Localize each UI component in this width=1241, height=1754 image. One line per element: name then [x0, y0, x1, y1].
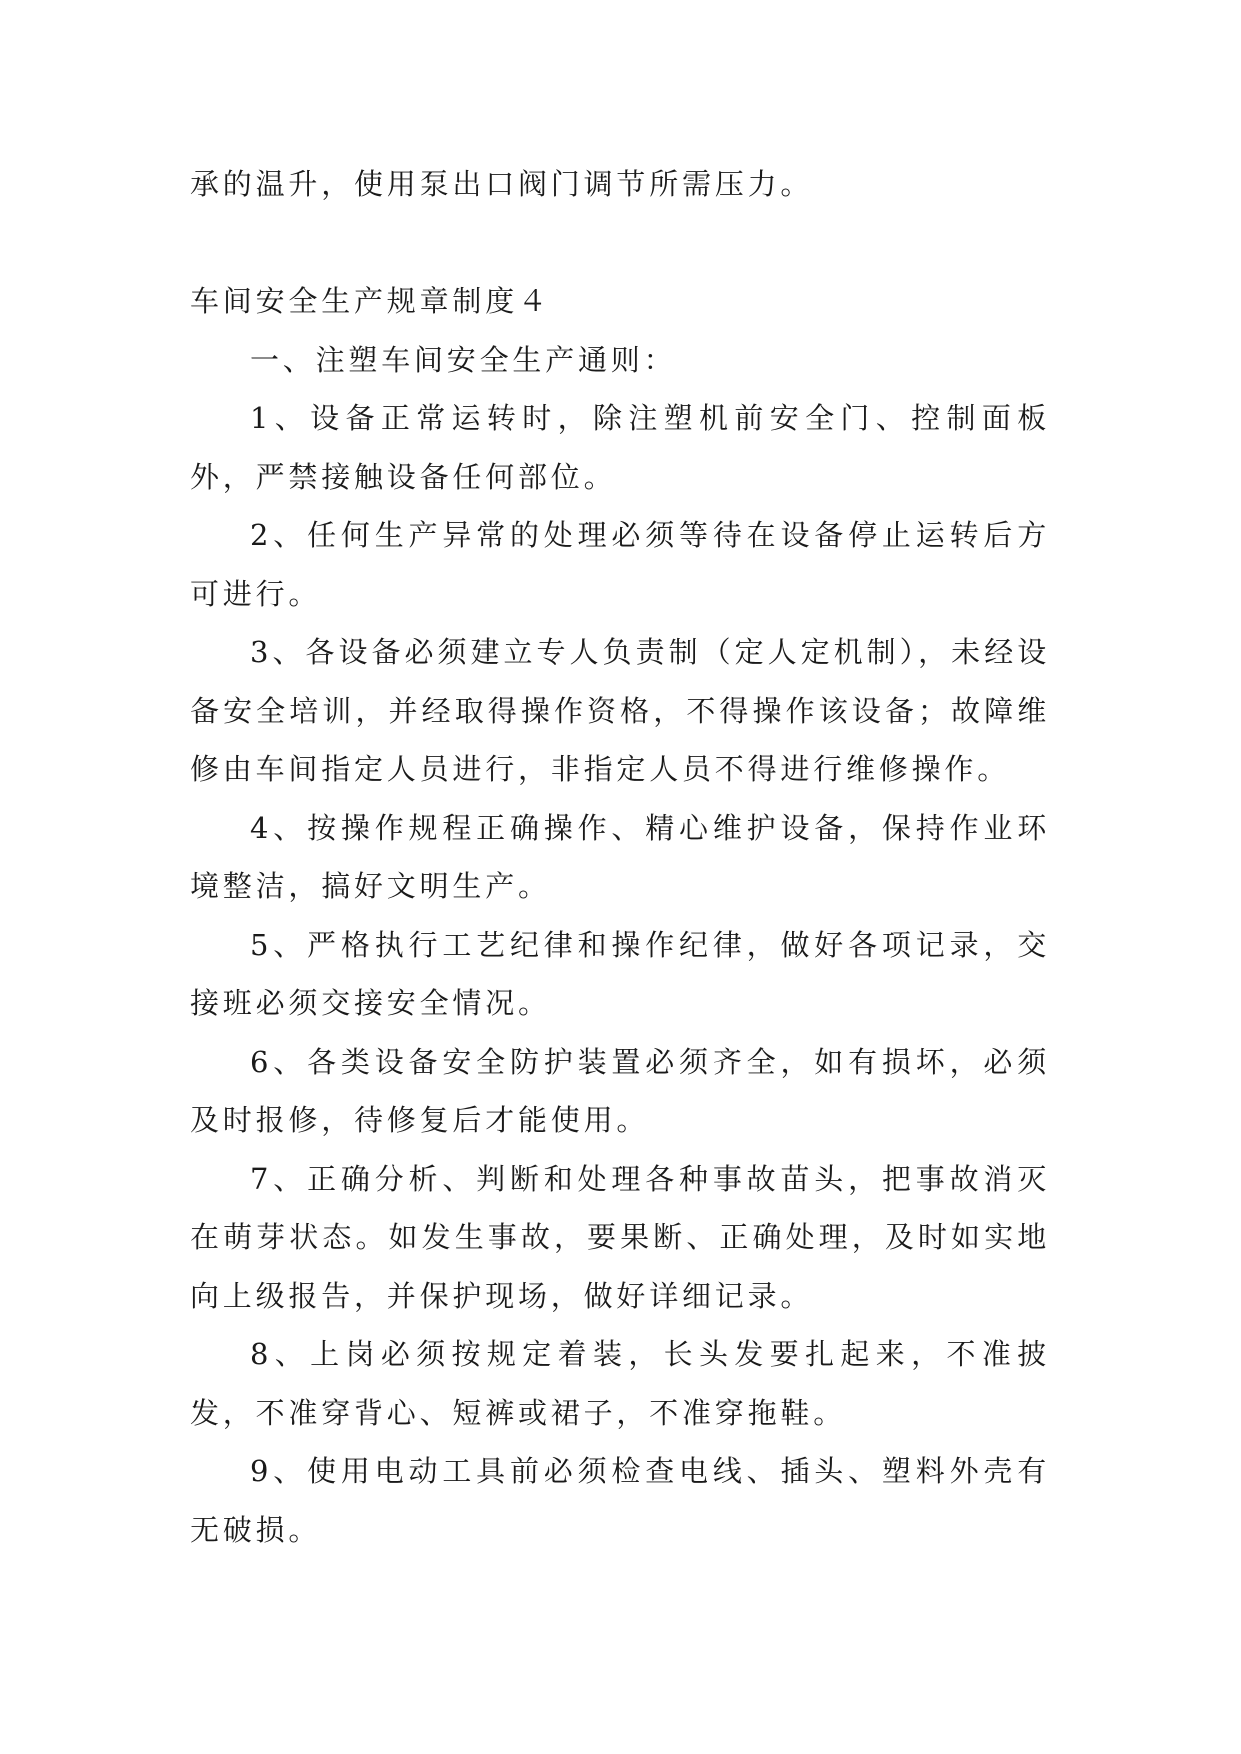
list-item: 3、各设备必须建立专人负责制（定人定机制），未经设备安全培训，并经取得操作资格，不得操作该设备；故障维修由车间指定人员进行，非指定人员不得进行维修操作。 — [190, 635, 1050, 786]
continuation-line: 承的温升，使用泵出口阀门调节所需压力。 — [190, 167, 814, 201]
document-body — [190, 155, 1050, 1559]
list-item: 1、设备正常运转时，除注塑机前安全门、控制面板外，严禁接触设备任何部位。 — [190, 401, 1050, 494]
list-item: 4、按操作规程正确操作、精心维护设备，保持作业环境整洁，搞好文明生产。 — [190, 810, 1050, 903]
subheading: 一、注塑车间安全生产通则： — [250, 342, 677, 377]
list-item: 2、任何生产异常的处理必须等待在设备停止运转后方可进行。 — [190, 518, 1050, 611]
list-item: 9、使用电动工具前必须检查电线、插头、塑料外壳有无破损。 — [190, 1454, 1050, 1547]
list-item: 8、上岗必须按规定着装，长头发要扎起来，不准披发，不准穿背心、短裤或裙子，不准穿拖鞋。 — [190, 1337, 1050, 1430]
list-item: 5、严格执行工艺纪律和操作纪律，做好各项记录，交接班必须交接安全情况。 — [190, 927, 1050, 1020]
list-item: 7、正确分析、判断和处理各种事故苗头，把事故消灭在萌芽状态。如发生事故，要果断、正确处理，及时如实地向上级报告，并保护现场，做好详细记录。 — [190, 1161, 1050, 1313]
section-heading: 车间安全生产规章制度４ — [190, 284, 551, 318]
list-item: 6、各类设备安全防护装置必须齐全，如有损坏，必须及时报修，待修复后才能使用。 — [190, 1044, 1050, 1137]
paragraph-gap — [190, 214, 1050, 273]
